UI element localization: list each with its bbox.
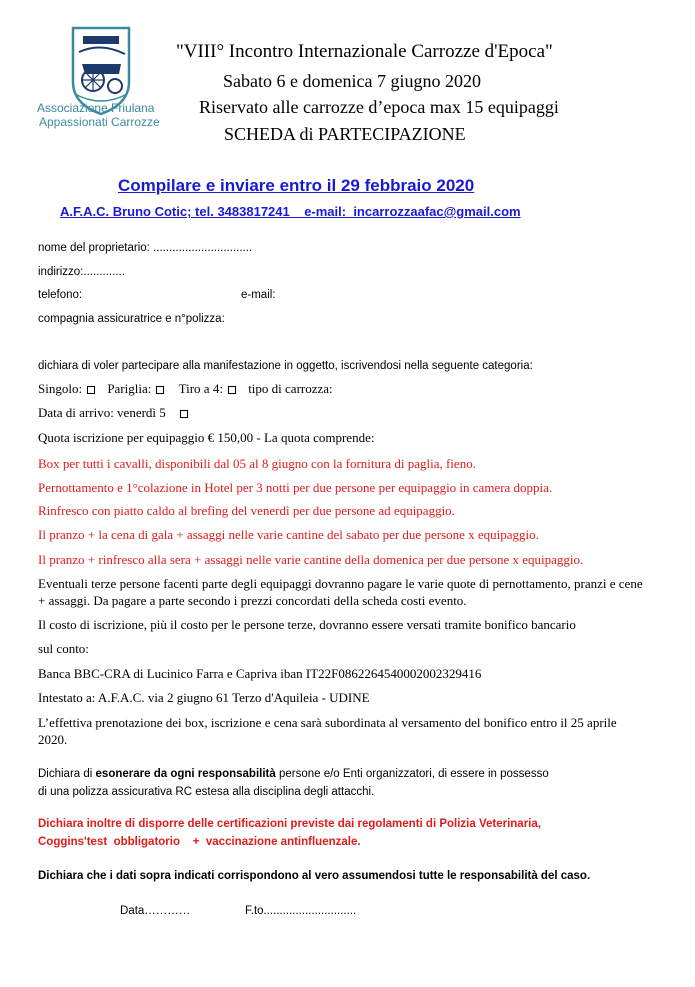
fee-line: Quota iscrizione per equipaggio € 150,00 - La quota comprende: — [38, 430, 375, 445]
phone-field[interactable]: telefono: — [38, 289, 83, 301]
fee-item: Box per tutti i cavalli, disponibili dal 05 al 8 giugno con la fornitura di paglia, fieno. — [38, 456, 476, 471]
signature-field[interactable]: F.to............................. — [245, 905, 357, 917]
declaration-veterinary: Dichiara inoltre di disporre delle certificazioni previste dai regolamenti di Polizia Veterinaria, — [38, 818, 541, 830]
reservation-text: L’effettiva prenotazione dei box, iscrizione e cena sarà subordinata al versamento del bonifico entro il 25 aprile 2020. — [38, 715, 617, 747]
bank-details: Banca BBC-CRA di Lucinico Farra e Capriva iban IT22F0862264540002002329416 — [38, 666, 482, 681]
arrival-row — [38, 405, 191, 421]
date-field[interactable]: Data………… — [120, 905, 191, 917]
declaration-liability-post: persone e/o Enti organizzatori, di essere in possesso — [275, 768, 549, 780]
third-persons-text: Eventuali terze persone facenti parte degli equipaggi dovranno pagare le varie quote di pernottamento, pranzi e cene + assaggi. Da pagare a parte secondo i prezzi concordati della scheda costi evento. — [38, 576, 643, 608]
logo-name-line2: Appassionati Carrozze — [39, 115, 160, 129]
single-label: Singolo: — [38, 381, 83, 396]
event-title: "VIII° Incontro Internazionale Carrozze d'Epoca" — [176, 41, 553, 62]
declare-text: dichiara di voler partecipare alla manifestazione in oggetto, iscrivendosi nella seguente categoria: — [38, 360, 533, 372]
arrival-label: Data di arrivo: venerdì 5 — [38, 405, 166, 420]
single-checkbox[interactable] — [87, 386, 95, 394]
declaration-truth: Dichiara che i dati sopra indicati corrispondono al vero assumendosi tutte le responsabilità del caso. — [38, 870, 591, 882]
event-limit: Riservato alle carrozze d’epoca max 15 equipaggi — [199, 97, 559, 117]
holder-details: Intestato a: A.F.A.C. via 2 giugno 61 Terzo d'Aquileia - UDINE — [38, 690, 370, 705]
pair-checkbox[interactable] — [156, 386, 164, 394]
insurance-field[interactable]: compagnia assicuratrice e n°polizza: — [38, 313, 225, 325]
declaration-liability-bold: esonerare da ogni responsabilità — [95, 768, 276, 780]
account-label: sul conto: — [38, 641, 89, 656]
afac-logo — [35, 24, 167, 132]
declaration-liability — [38, 768, 549, 780]
pair-label: Pariglia: — [107, 381, 152, 396]
deadline-text: Compilare e inviare entro il 29 febbraio 2020 — [118, 176, 475, 195]
address-field[interactable]: indirizzo:............. — [38, 266, 125, 278]
fee-item: Pernottamento e 1°colazione in Hotel per 3 notti per due persone per equipaggio in camera doppia. — [38, 480, 553, 495]
event-dates: Sabato 6 e domenica 7 giugno 2020 — [223, 71, 481, 91]
four-label: Tiro a 4: — [178, 381, 223, 396]
email-field[interactable]: e-mail: — [241, 289, 276, 301]
fee-item: Il pranzo + la cena di gala + assaggi nelle varie cantine del sabato per due persone x equipaggio. — [38, 527, 539, 542]
fee-item: Rinfresco con piatto caldo al brefing del venerdì per due persone ad equipaggio. — [38, 503, 455, 518]
logo-top-text: A.F.A.C. — [87, 31, 113, 38]
declaration-veterinary-line2: Coggins'test obbligatorio + vaccinazione antinfluenzale. — [38, 836, 361, 848]
declaration-liability-line2: di una polizza assicurativa RC estesa alla disciplina degli attacchi. — [38, 786, 375, 798]
contact-line: A.F.A.C. Bruno Cotic; tel. 3483817241 e-mail: incarrozzaafac@gmail.com — [60, 204, 521, 219]
carriage-type-label: tipo di carrozza: — [248, 381, 333, 396]
logo-name-line1: Associazione Friulana — [37, 101, 155, 115]
form-title: SCHEDA di PARTECIPAZIONE — [224, 124, 466, 144]
arrival-checkbox[interactable] — [180, 410, 188, 418]
owner-field[interactable]: nome del proprietario: ............................... — [38, 242, 253, 254]
declaration-liability-pre: Dichiara di — [38, 768, 96, 780]
category-row — [38, 381, 333, 397]
cost-text: Il costo di iscrizione, più il costo per le persone terze, dovranno essere versati tramite bonifico bancario — [38, 617, 576, 632]
fee-item: Il pranzo + rinfresco alla sera + assaggi nelle varie cantine della domenica per due persone x equipaggio. — [38, 552, 584, 567]
four-checkbox[interactable] — [228, 386, 236, 394]
